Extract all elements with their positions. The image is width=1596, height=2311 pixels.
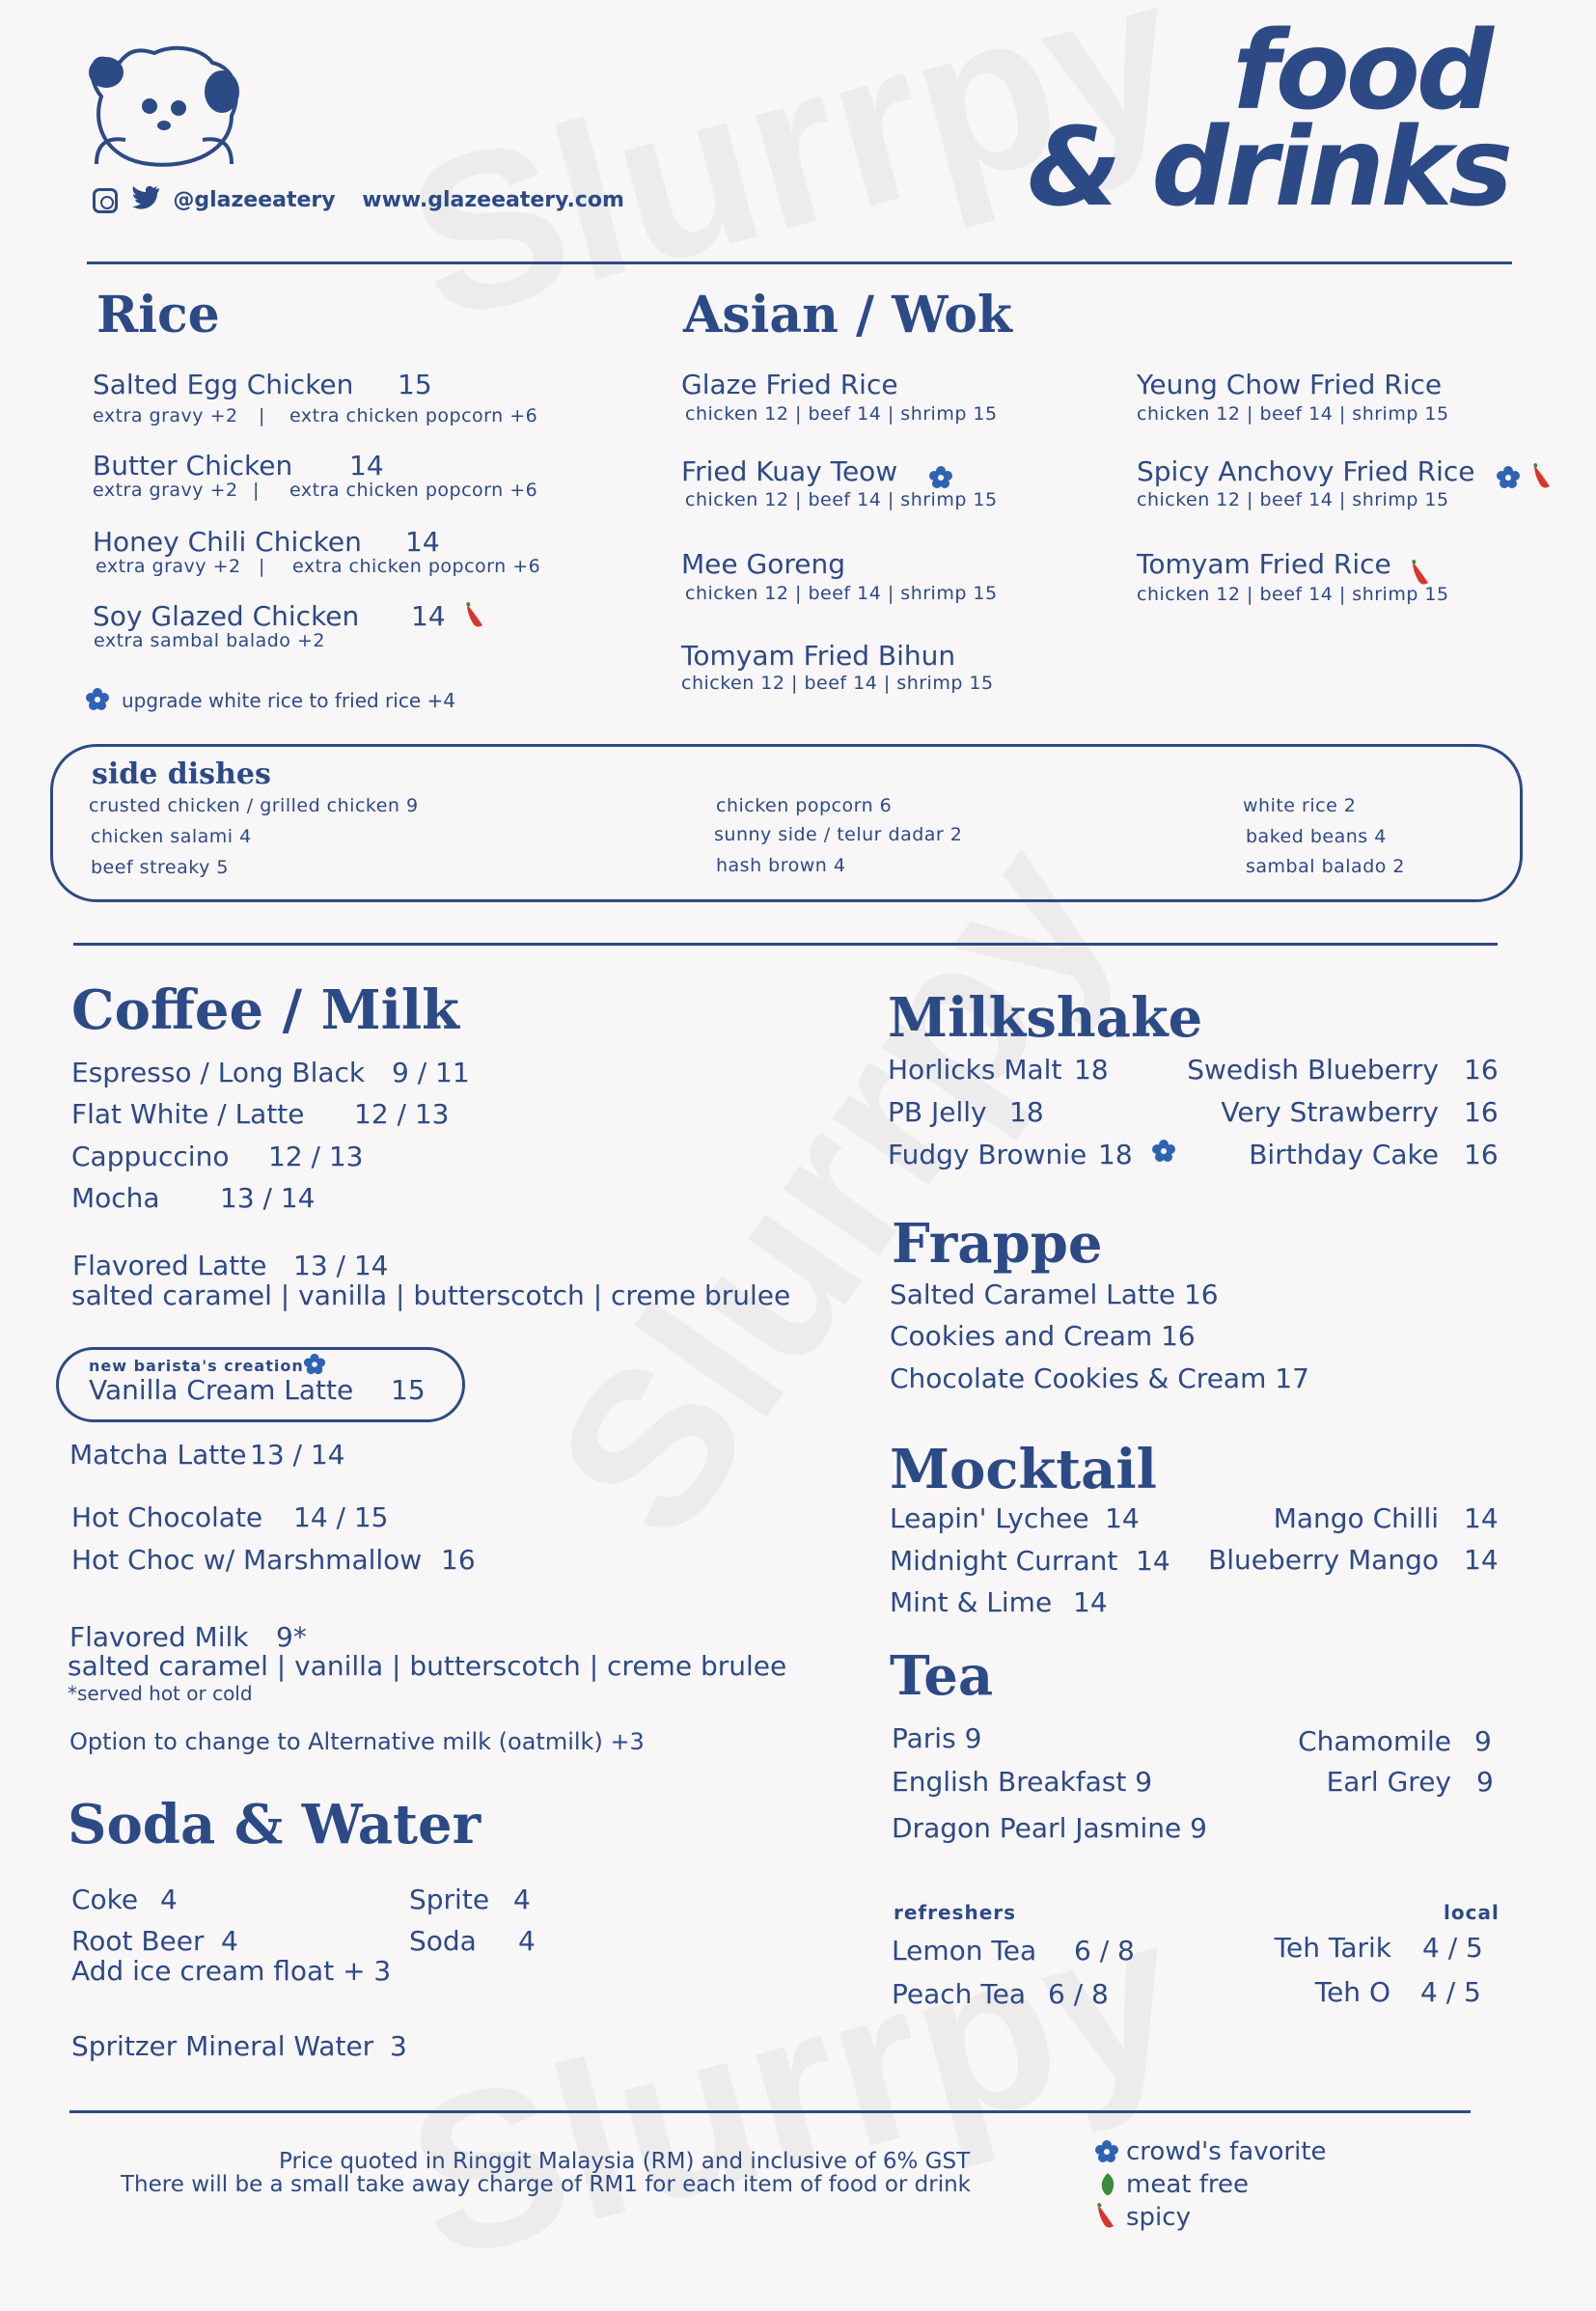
milkshake-item-name: Swedish Blueberry	[1187, 1054, 1439, 1086]
legend-meat-free: meat free	[1126, 2170, 1249, 2199]
crowd-favorite-icon	[1496, 465, 1521, 490]
side-dish-item: white rice 2	[1243, 795, 1357, 816]
tea-item-price: 9	[1476, 1766, 1494, 1798]
side-dishes-box	[50, 744, 1523, 902]
side-dish-item: sunny side / telur dadar 2	[714, 824, 963, 845]
mocktail-item-name: Mango Chilli	[1273, 1502, 1439, 1534]
side-dish-item: sambal balado 2	[1246, 856, 1406, 877]
chili-icon	[1092, 2201, 1119, 2230]
website-link[interactable]: www.glazeeatery.com	[362, 188, 624, 212]
wok-item-variants: chicken 12 | beef 14 | shrimp 15	[685, 489, 998, 510]
spritzer-name: Spritzer Mineral Water	[71, 2030, 374, 2062]
milkshake-item-name: Birthday Cake	[1249, 1139, 1439, 1170]
milkshake-item-price: 18	[1074, 1054, 1109, 1086]
soda-item-price: 4	[518, 1925, 536, 1957]
wok-item-name: Fried Kuay Teow	[681, 455, 898, 487]
flavored-milk-note: *served hot or cold	[68, 1682, 253, 1705]
mocktail-item-price: 14	[1464, 1502, 1499, 1534]
coffee-item-name: Cappuccino	[71, 1141, 230, 1172]
coffee-item-name: Espresso / Long Black	[71, 1057, 366, 1088]
chili-icon	[461, 600, 488, 629]
rice-item-price: 14	[349, 450, 384, 481]
crowd-favorite-icon	[303, 1353, 326, 1376]
soda-item-price: 4	[160, 1884, 178, 1915]
title-food: food	[1232, 9, 1490, 134]
rice-item-price: 14	[405, 526, 440, 558]
tea-heading: Tea	[890, 1644, 994, 1708]
mocktail-item-price: 14	[1105, 1502, 1140, 1534]
crowd-favorite-icon	[1151, 1139, 1176, 1164]
wok-item-variants: chicken 12 | beef 14 | shrimp 15	[1137, 584, 1449, 605]
local-item-price: 4 / 5	[1420, 1976, 1481, 2008]
milkshake-item-price: 16	[1464, 1139, 1499, 1170]
crowd-favorite-icon	[85, 687, 110, 712]
coffee-item-name: Mocha	[71, 1182, 160, 1214]
rice-item-extra: extra sambal balado +2	[94, 630, 325, 651]
chili-icon	[1407, 558, 1434, 587]
alt-milk-note: Option to change to Alternative milk (oatmilk) +3	[69, 1728, 645, 1755]
flavored-latte-price: 13 / 14	[293, 1250, 389, 1281]
soda-item-price: 4	[221, 1925, 238, 1957]
hot-chocolate-name: Hot Chocolate	[71, 1501, 263, 1533]
rice-item-name: Butter Chicken	[93, 450, 293, 481]
mocktail-item-price: 14	[1464, 1544, 1499, 1576]
side-dishes-heading: side dishes	[92, 757, 271, 791]
tea-item-price: 9	[1474, 1725, 1492, 1757]
rice-item-sep: |	[259, 556, 265, 577]
legend-crowd-favorite: crowd's favorite	[1126, 2137, 1327, 2166]
local-label: local	[1444, 1901, 1500, 1924]
refreshers-label: refreshers	[894, 1901, 1017, 1924]
barista-item-price: 15	[391, 1374, 426, 1406]
rice-item-sep: |	[253, 480, 260, 501]
bear-logo	[77, 29, 251, 174]
frappe-heading: Frappe	[892, 1212, 1103, 1276]
wok-item-variants: chicken 12 | beef 14 | shrimp 15	[685, 403, 998, 425]
local-item-price: 4 / 5	[1422, 1932, 1483, 1964]
watermark-bottom	[385, 1862, 1201, 2310]
social-row	[93, 185, 624, 216]
side-dish-item: crusted chicken / grilled chicken 9	[89, 795, 419, 816]
rice-item-extra: extra chicken popcorn +6	[292, 556, 541, 577]
footer-takeaway-note: There will be a small take away charge of RM1 for each item of food or drink	[121, 2172, 971, 2197]
leaf-icon	[1098, 2171, 1117, 2198]
frappe-item: Chocolate Cookies & Cream 17	[890, 1362, 1309, 1394]
barista-tag: new barista's creation	[89, 1357, 304, 1375]
chili-icon	[1528, 461, 1555, 490]
wok-item-name: Mee Goreng	[681, 548, 845, 580]
wok-item-name: Tomyam Fried Bihun	[681, 640, 956, 672]
flavored-latte-name: Flavored Latte	[72, 1250, 267, 1281]
coffee-item-price: 9 / 11	[392, 1057, 470, 1088]
wok-item-name: Yeung Chow Fried Rice	[1137, 369, 1443, 400]
rice-item-extra: extra chicken popcorn +6	[289, 480, 538, 501]
wok-item-variants: chicken 12 | beef 14 | shrimp 15	[685, 583, 998, 604]
soda-item-name: Sprite	[409, 1884, 490, 1915]
soda-item-price: 4	[513, 1884, 531, 1915]
tea-item: Paris 9	[892, 1722, 982, 1754]
crowd-favorite-icon	[1094, 2139, 1119, 2164]
tea-item-name: Earl Grey	[1326, 1766, 1451, 1798]
wok-item-variants: chicken 12 | beef 14 | shrimp 15	[681, 673, 994, 694]
rice-item-extra: extra gravy +2	[93, 405, 238, 426]
spritzer-price: 3	[390, 2030, 407, 2062]
tea-item: Dragon Pearl Jasmine 9	[892, 1812, 1207, 1844]
side-dish-item: chicken popcorn 6	[716, 795, 893, 816]
rice-item-name: Salted Egg Chicken	[93, 369, 354, 400]
wok-item-name: Spicy Anchovy Fried Rice	[1137, 455, 1475, 487]
mocktail-item-price: 14	[1136, 1545, 1170, 1577]
rice-item-extra: extra gravy +2	[96, 556, 241, 577]
footer-price-note: Price quoted in Ringgit Malaysia (RM) and inclusive of 6% GST	[279, 2149, 971, 2174]
soda-item-name: Coke	[71, 1884, 139, 1915]
coffee-item-name: Flat White / Latte	[71, 1098, 305, 1130]
soda-item-name: Root Beer	[71, 1925, 205, 1957]
coffee-item-price: 12 / 13	[268, 1141, 364, 1172]
local-item-name: Teh Tarik	[1274, 1932, 1391, 1964]
mocktail-item-price: 14	[1073, 1586, 1108, 1618]
rice-item-name: Soy Glazed Chicken	[93, 600, 360, 632]
wok-item-variants: chicken 12 | beef 14 | shrimp 15	[1137, 403, 1449, 425]
flavored-milk-flavors: salted caramel | vanilla | butterscotch | creme brulee	[68, 1650, 787, 1682]
hot-choc-marsh-price: 16	[441, 1544, 476, 1576]
milkshake-item-name: Very Strawberry	[1221, 1096, 1439, 1128]
instagram-icon[interactable]	[93, 188, 118, 213]
milkshake-item-price: 18	[1009, 1096, 1044, 1128]
wok-item-name: Glaze Fried Rice	[681, 369, 898, 400]
tea-item: English Breakfast 9	[892, 1766, 1153, 1798]
soda-item-name: Soda	[409, 1925, 477, 1957]
rice-item-extra: extra chicken popcorn +6	[289, 405, 538, 426]
refresher-item-price: 6 / 8	[1074, 1935, 1135, 1967]
crowd-favorite-icon	[928, 465, 953, 490]
barista-item-name: Vanilla Cream Latte	[89, 1374, 354, 1406]
milkshake-item-name: PB Jelly	[888, 1096, 987, 1128]
milkshake-item-price: 16	[1464, 1096, 1499, 1128]
divider-middle	[73, 943, 1498, 946]
frappe-item: Cookies and Cream 16	[890, 1320, 1196, 1352]
hot-chocolate-price: 14 / 15	[293, 1501, 389, 1533]
legend-spicy: spicy	[1126, 2203, 1191, 2232]
milkshake-item-name: Horlicks Malt	[888, 1054, 1062, 1086]
coffee-item-price: 12 / 13	[354, 1098, 450, 1130]
local-item-name: Teh O	[1314, 1976, 1390, 2008]
soda-float-note: Add ice cream float + 3	[71, 1955, 392, 1987]
flavored-milk-name: Flavored Milk	[69, 1621, 249, 1653]
flavored-milk-price: 9*	[276, 1621, 307, 1653]
milkshake-item-name: Fudgy Brownie	[888, 1139, 1087, 1170]
coffee-item-price: 13 / 14	[220, 1182, 316, 1214]
refresher-item-name: Peach Tea	[892, 1978, 1027, 2010]
side-dish-item: chicken salami 4	[91, 826, 252, 847]
refresher-item-name: Lemon Tea	[892, 1935, 1037, 1967]
mocktail-item-name: Mint & Lime	[890, 1586, 1053, 1618]
social-handle[interactable]: @glazeeatery	[173, 188, 336, 212]
wok-item-variants: chicken 12 | beef 14 | shrimp 15	[1137, 489, 1449, 510]
matcha-price: 13 / 14	[250, 1439, 345, 1471]
side-dish-item: baked beans 4	[1246, 826, 1387, 847]
wok-heading: Asian / Wok	[683, 286, 1012, 344]
rice-item-price: 15	[398, 369, 432, 400]
matcha-name: Matcha Latte	[69, 1439, 247, 1471]
frappe-item: Salted Caramel Latte 16	[890, 1279, 1219, 1310]
tea-item-name: Chamomile	[1298, 1725, 1451, 1757]
milkshake-item-price: 16	[1464, 1054, 1499, 1086]
divider-top	[87, 261, 1512, 264]
side-dish-item: hash brown 4	[716, 855, 846, 876]
twitter-icon[interactable]	[131, 185, 160, 216]
hot-choc-marsh-name: Hot Choc w/ Marshmallow	[71, 1544, 423, 1576]
wok-item-name: Tomyam Fried Rice	[1137, 548, 1391, 580]
mocktail-item-name: Midnight Currant	[890, 1545, 1118, 1577]
mocktail-item-name: Leapin' Lychee	[890, 1502, 1089, 1534]
rice-item-name: Honey Chili Chicken	[93, 526, 362, 558]
rice-heading: Rice	[96, 286, 220, 344]
milkshake-heading: Milkshake	[888, 986, 1203, 1050]
rice-item-extra: extra gravy +2	[93, 480, 238, 501]
title-drinks: & drinks	[1027, 105, 1509, 231]
milkshake-item-price: 18	[1098, 1139, 1133, 1170]
refresher-item-price: 6 / 8	[1048, 1978, 1109, 2010]
side-dish-item: beef streaky 5	[91, 857, 229, 878]
upgrade-note: upgrade white rice to fried rice +4	[122, 689, 455, 712]
mocktail-item-name: Blueberry Mango	[1208, 1544, 1439, 1576]
rice-item-price: 14	[411, 600, 446, 632]
rice-item-sep: |	[259, 405, 265, 426]
soda-heading: Soda & Water	[68, 1793, 482, 1857]
divider-bottom	[69, 2110, 1471, 2113]
mocktail-heading: Mocktail	[890, 1438, 1157, 1501]
coffee-heading: Coffee / Milk	[71, 978, 459, 1042]
flavored-latte-flavors: salted caramel | vanilla | butterscotch | creme brulee	[71, 1279, 791, 1311]
